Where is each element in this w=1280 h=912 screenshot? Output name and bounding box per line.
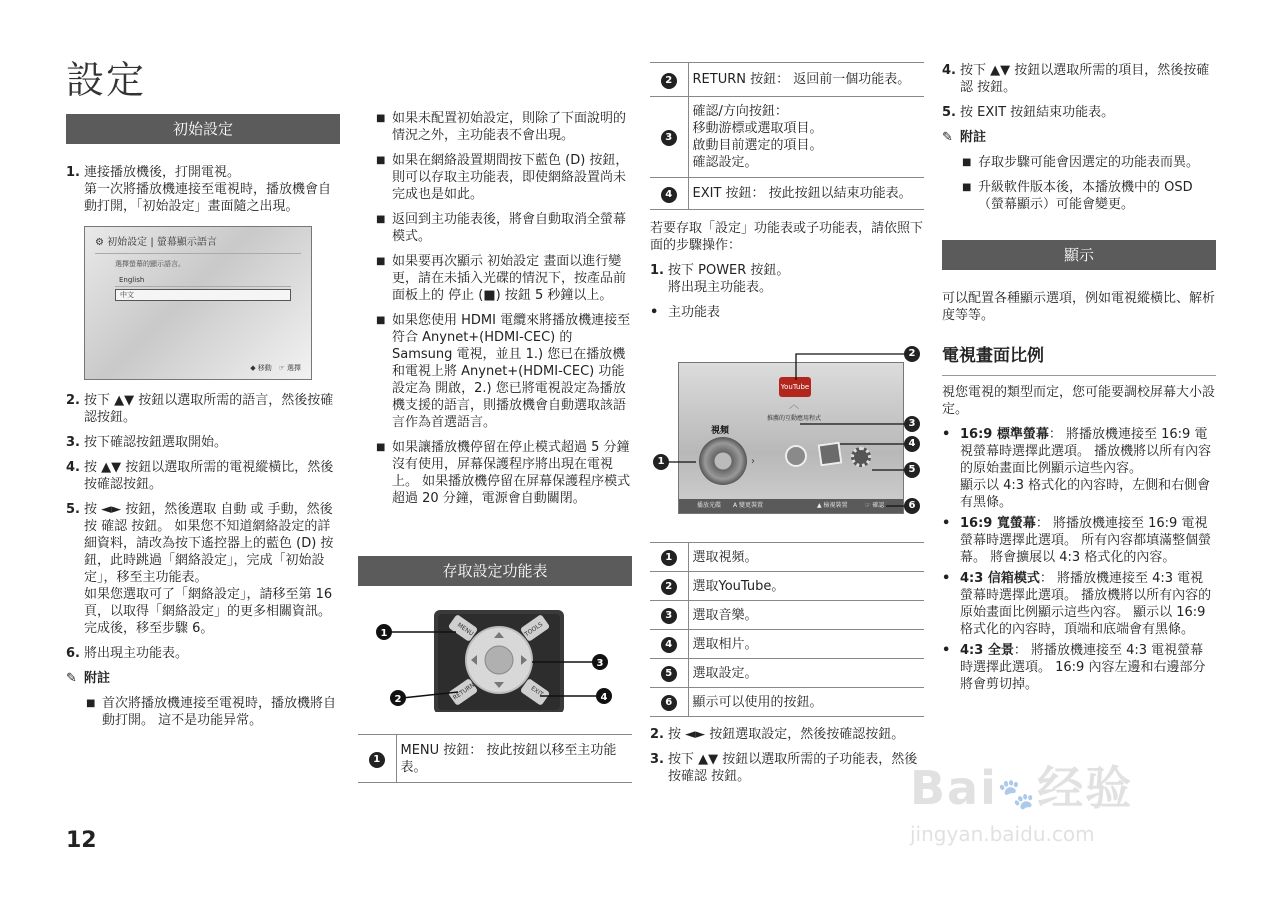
button-table <box>358 734 632 783</box>
step-number: 4. <box>66 460 80 475</box>
baidu-watermark <box>910 718 1210 868</box>
row-line: 移動游標或選取項目。 <box>692 121 823 136</box>
row-number: 3 <box>661 608 677 624</box>
watermark-url: jingyan.baidu.com <box>910 822 1095 846</box>
step-number: 5. <box>942 105 956 120</box>
step-5 <box>942 104 1216 121</box>
step-3 <box>66 434 340 451</box>
bullet-dot: • <box>942 427 951 442</box>
svg-text:2: 2 <box>394 694 402 705</box>
table-row <box>650 630 924 659</box>
footer-select: ☞ 選擇 <box>278 364 301 372</box>
step-text: 按下 ▲▼ 按鈕以選取所需的項目，然後按確認 按鈕。 <box>960 63 1210 95</box>
callout-3: 3 <box>904 416 920 432</box>
step-text: 將出現主功能表。 <box>668 280 773 295</box>
step-number: 1. <box>650 263 664 278</box>
exit-button[interactable]: EXIT <box>529 684 545 699</box>
button-table <box>650 62 924 210</box>
bullet-dot: • <box>942 571 951 586</box>
bullet-icon: ■ <box>376 256 386 267</box>
watermark-brand-text-2: 经验 <box>1037 761 1134 815</box>
table-row <box>650 63 924 97</box>
screen-title-text: 初始設定 | 螢幕顯示語言 <box>107 237 217 248</box>
section-title: 初始設定 <box>172 120 233 138</box>
section-title: 存取設定功能表 <box>442 562 548 580</box>
aspect-ratio-heading: 電視畫面比例 <box>942 346 1044 366</box>
bullet-icon: ■ <box>962 182 972 193</box>
remote-control-icon <box>372 600 622 712</box>
bullet-dot: • <box>942 643 951 658</box>
bullet-text: 如果讓播放機停留在停止模式超過 5 分鐘沒有使用，屏幕保護程序將出現在電視上。 如果播放機停留在屏幕保護程序模式超過 20 分鐘，電源會自動關閉。 <box>392 440 631 506</box>
row-number: 2 <box>661 73 677 89</box>
row-number: 5 <box>661 666 677 682</box>
note-item <box>86 695 340 729</box>
section-bar-display <box>942 240 1216 270</box>
bullet-text: 如果要再次顯示 初始設定 畫面以進行變更，請在未插入光碟的情況下，按產品前面板上的 停止 (■) 按鈕 5 秒鐘以上。 <box>392 254 627 303</box>
note-heading <box>942 129 1216 146</box>
step-text: 按 ◄► 按鈕，然後選取 自動 或 手動，然後按 確認 按鈕。 如果您不知道網絡設定的詳細資料，請改為按下遙控器上的藍色 (D) 按鈕，此時跳過「網絡設定」，完成「初始設定」，移至主功能表。 <box>84 502 334 585</box>
note-title: 附註 <box>84 671 111 686</box>
initial-settings-screen <box>84 226 312 380</box>
chevron-right-icon: › <box>751 456 755 467</box>
option-label: 4:3 信箱模式 <box>960 571 1040 586</box>
table-row <box>650 178 924 210</box>
display-description: 可以配置各種顯示選項，例如電視縱橫比、解析度等等。 <box>942 291 1216 323</box>
row-number: 4 <box>661 187 677 203</box>
row-number: 4 <box>661 637 677 653</box>
initial-steps-top <box>66 164 340 223</box>
note-text: 存取步驟可能會因選定的功能表而異。 <box>978 155 1200 170</box>
option-extra: 顯示以 4:3 格式化的內容時，左側和右側會有黑條。 <box>960 478 1211 510</box>
option-text: ： 將播放機連接至 16:9 電視螢幕時選擇此選項。 播放機將以所有內容的原始畫面比例顯示這些內容。 <box>960 427 1212 476</box>
row-number: 1 <box>661 550 677 566</box>
bullet-icon: ■ <box>376 315 386 326</box>
step-number: 3. <box>650 752 664 767</box>
callout-2: 2 <box>904 346 920 362</box>
aspect-option <box>942 515 1216 566</box>
row-text: MENU 按鈕： 按此按鈕以移至主功能表。 <box>396 735 632 783</box>
step-1 <box>650 262 924 296</box>
step-text: 按下確認按鈕選取開始。 <box>84 435 228 450</box>
watermark-brand-text: Bai <box>910 761 998 815</box>
step-number: 4. <box>942 63 956 78</box>
bullet-text: 如果您使用 HDMI 電纜來將播放機連接至符合 Anynet+(HDMI-CEC) 的 Samsung 電視，並且 1.) 您已在播放機和電視上將 Anynet+(HDMI-CEC) 功能設定為 開啟，2.) 您已將電視設定為播放機支援的語言，則播放機會自動選取該語言作為首選語言。 <box>392 313 631 430</box>
section-bar-initial-settings <box>66 114 340 144</box>
note-list <box>66 695 340 729</box>
note-title: 附註 <box>960 130 987 145</box>
bullet-item <box>376 152 632 203</box>
step-text: 按下 POWER 按鈕。 <box>668 263 790 278</box>
note-list <box>942 154 1216 213</box>
aspect-option <box>942 642 1216 693</box>
screen-title <box>95 237 217 249</box>
footer-play-disc: 播放光碟 <box>697 502 722 509</box>
row-text: EXIT 按鈕： 按此按鈕以結束功能表。 <box>688 178 924 210</box>
access-steps-3 <box>942 62 1216 221</box>
row-text <box>688 97 924 178</box>
callout-5: 5 <box>904 462 920 478</box>
row-text: 選取音樂。 <box>688 601 924 630</box>
initial-steps-bottom <box>66 392 340 737</box>
chevron-up-icon: ︿ <box>789 400 799 411</box>
bullet-text: 如果未配置初始設定，則除了下面說明的情況之外，主功能表不會出現。 <box>392 111 627 143</box>
note-item <box>962 179 1216 213</box>
bullet-item <box>376 110 632 144</box>
bullet-icon: ■ <box>376 442 386 453</box>
bullet-item <box>376 312 632 431</box>
language-option-english[interactable]: English <box>115 273 291 287</box>
option-text: ： 將播放機連接至 4:3 電視螢幕時選擇此選項。 播放機將以所有內容的原始畫面比例顯示這些內容。 顯示以 16:9 格式化的內容時，頂端和底端會有黑條。 <box>960 571 1212 637</box>
bullet-text: 如果在網絡設置期間按下藍色 (D) 按鈕，則可以存取主功能表，即使網絡設置尚未完成也是如此。 <box>392 153 629 202</box>
row-number-cell <box>650 63 688 97</box>
aspect-ratio-list <box>942 426 1216 693</box>
bullet-item <box>376 253 632 304</box>
row-number-cell <box>650 178 688 210</box>
note-heading <box>66 670 340 687</box>
screen-prompt: 選擇螢幕的顯示語言。 <box>115 260 185 268</box>
remote-table-part1 <box>358 734 632 783</box>
step-number: 5. <box>66 502 80 517</box>
step-2 <box>650 726 924 743</box>
row-number: 1 <box>369 752 385 768</box>
callout-6: 6 <box>904 498 920 514</box>
row-number: 6 <box>661 695 677 711</box>
step-text: 將出現主功能表。 <box>84 646 189 661</box>
footer-change-device: A 變更裝置 <box>733 502 764 509</box>
row-text: 選取相片。 <box>688 630 924 659</box>
paw-icon: 🐾 <box>997 777 1038 812</box>
bullet-icon: ■ <box>376 214 386 225</box>
step-text: 按 ◄► 按鈕選取設定，然後按確認按鈕。 <box>668 727 905 742</box>
language-option-chinese[interactable]: 中文 <box>115 289 291 301</box>
section-title: 顯示 <box>1063 246 1094 264</box>
step-4 <box>942 62 1216 96</box>
row-text: 顯示可以使用的按鈕。 <box>688 688 924 717</box>
row-line: 確認設定。 <box>692 155 758 170</box>
page-number: 12 <box>66 828 97 853</box>
callout-lines <box>650 346 924 518</box>
divider <box>942 375 1216 376</box>
step-number: 1. <box>66 165 80 180</box>
step-number: 3. <box>66 435 80 450</box>
remote-table-part2 <box>650 62 924 210</box>
row-number-cell <box>358 735 396 783</box>
remote-illustration <box>372 600 622 712</box>
bullet-item <box>376 439 632 507</box>
step-text: 按下 ▲▼ 按鈕以選取所需的子功能表，然後按確認 按鈕。 <box>668 752 918 784</box>
callout-1: 1 <box>653 454 669 470</box>
page-title: 設定 <box>66 58 147 102</box>
return-button[interactable]: RETURN <box>451 681 477 702</box>
step-1 <box>66 164 340 215</box>
main-menu-illustration <box>650 346 924 518</box>
step-number: 2. <box>66 393 80 408</box>
youtube-tile[interactable]: YouTube <box>779 377 811 397</box>
option-text: ： 將播放機連接至 16:9 電視螢幕時選擇此選項。 所有內容都填滿整個螢幕。 將會擴展以 4:3 格式化的內容。 <box>960 516 1212 565</box>
menu-items-table <box>650 542 924 717</box>
option-text: ： 將播放機連接至 4:3 電視螢幕時選擇此選項。 16:9 內容左邊和右邊部分將會剪切掉。 <box>960 643 1206 692</box>
table-row <box>650 601 924 630</box>
note-icon: ✎ <box>942 130 953 145</box>
row-line: 確認/方向按鈕： <box>692 104 788 119</box>
step-text: 按 EXIT 按鈕結束功能表。 <box>960 105 1115 120</box>
main-menu-label: 主功能表 <box>668 305 721 320</box>
step-6 <box>66 645 340 662</box>
aspect-option <box>942 570 1216 638</box>
option-label: 16:9 標準螢幕 <box>960 427 1049 442</box>
table-row <box>650 97 924 178</box>
bullet-icon: ■ <box>86 698 96 709</box>
row-line: 啟動目前選定的項目。 <box>692 138 823 153</box>
step-text: 第一次將播放機連接至電視時，播放機會自動打開，「初始設定」畫面隨之出現。 <box>84 182 332 214</box>
main-menu-bullet <box>650 304 924 321</box>
note-text: 升級軟件版本後，本播放機中的 OSD（螢幕顯示）可能會變更。 <box>978 180 1193 212</box>
footer-confirm: ☞ 確認 <box>865 502 885 509</box>
option-label: 4:3 全景 <box>960 643 1014 658</box>
svg-text:4: 4 <box>600 692 608 703</box>
row-text: RETURN 按鈕： 返回前一個功能表。 <box>688 63 924 97</box>
tools-button[interactable]: TOOLS <box>523 620 545 639</box>
step-text: 按下 ▲▼ 按鈕以選取所需的語言，然後按確認按鈕。 <box>84 393 334 425</box>
watermark-brand <box>910 762 1133 821</box>
table-row <box>650 572 924 601</box>
row-number-cell <box>650 97 688 178</box>
menu-button[interactable]: MENU <box>455 621 475 638</box>
svg-text:1: 1 <box>380 628 388 639</box>
bullet-dot: • <box>650 305 659 320</box>
video-label: 視頻 <box>711 426 730 436</box>
access-steps-2 <box>650 726 924 793</box>
info-bullet-list <box>376 110 632 515</box>
section-bar-access-settings <box>358 556 632 586</box>
bullet-icon: ■ <box>962 157 972 168</box>
step-number: 6. <box>66 646 80 661</box>
row-number: 3 <box>661 130 677 146</box>
table-row <box>650 659 924 688</box>
step-4 <box>66 459 340 493</box>
table-row <box>358 735 632 783</box>
svg-text:3: 3 <box>596 658 604 669</box>
bullet-text: 返回到主功能表後，將會自動取消全螢幕 模式。 <box>392 212 627 244</box>
table-row <box>650 688 924 717</box>
aspect-option <box>942 426 1216 511</box>
featured-apps-label: 推薦的互動應用程式 <box>767 415 822 422</box>
gear-icon: ⚙ <box>95 237 108 248</box>
option-label: 16:9 寬螢幕 <box>960 516 1036 531</box>
step-text: 按 ▲▼ 按鈕以選取所需的電視縱橫比，然後按確認按鈕。 <box>84 460 334 492</box>
step-number: 2. <box>650 727 664 742</box>
row-number: 2 <box>661 579 677 595</box>
row-text: 選取視頻。 <box>688 543 924 572</box>
bullet-icon: ■ <box>376 113 386 124</box>
step-3 <box>650 751 924 785</box>
display-section <box>942 290 1216 697</box>
note-icon: ✎ <box>66 671 77 686</box>
row-text: 選取設定。 <box>688 659 924 688</box>
step-text: 連接播放機後，打開電視。 <box>84 165 241 180</box>
intro-text: 若要存取「設定」功能表或子功能表，請依照下面的步驟操作： <box>650 221 924 253</box>
footer-move: ◆ 移動 <box>250 364 272 372</box>
divider <box>95 253 301 254</box>
bullet-icon: ■ <box>376 155 386 166</box>
note-text: 首次將播放機連接至電視時，播放機將自動打開。 這不是功能异常。 <box>102 696 337 728</box>
row-text: 選取YouTube。 <box>688 572 924 601</box>
footer-view-device: ▲ 檢視裝置 <box>817 502 848 509</box>
main-menu-table <box>650 542 924 717</box>
aspect-ratio-description: 視您電視的類型而定，您可能要調校屏幕大小設定。 <box>942 385 1216 417</box>
step-2 <box>66 392 340 426</box>
step-5 <box>66 501 340 637</box>
access-steps <box>650 220 924 329</box>
callout-4: 4 <box>904 436 920 452</box>
table-row <box>650 543 924 572</box>
screen-footer <box>250 363 301 373</box>
bullet-item <box>376 211 632 245</box>
note-item <box>962 154 1216 171</box>
bullet-dot: • <box>942 516 951 531</box>
step-text: 如果您選取可了「網絡設定」，請移至第 16 頁，以取得「網絡設定」的更多相關資訊。 完成後，移至步驟 6。 <box>84 587 333 636</box>
